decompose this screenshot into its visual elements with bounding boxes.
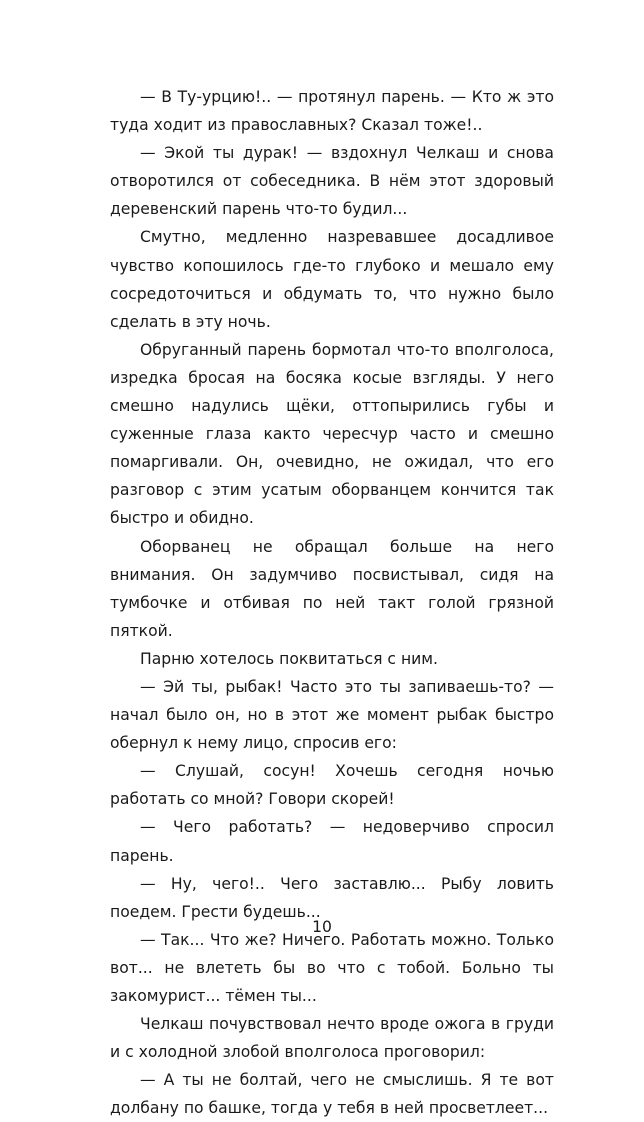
paragraph: — Так... Что же? Ничего. Работать можно. Только вот... не влететь бы во что с тобой. Больно ты закомурист... тёмен ты... <box>110 930 554 1005</box>
paragraph: — Эй ты, рыбак! Часто это ты запиваешь-то? — начал было он, но в этот же момент рыбак быстро обернул к нему лицо, спросив его: <box>110 677 554 753</box>
paragraph: — А ты не болтай, чего не смыслишь. Я те вот долбану по башке, тогда у тебя в ней просветлеет... <box>110 1071 554 1118</box>
paragraph: — Экой ты дурак! — вздохнул Челкаш и снова отворотился от собеседника. В нём этот здоровый деревенский парень что-то будил... <box>110 144 554 219</box>
paragraph: Обруганный парень бормотал что-то вполголоса, изредка бросая на босяка косые взгляды. У него смешно надулись щёки, оттопырились губы и суженные глаза както чересчур часто и смешно помаргивали. Он, очевидно, не ожидал, что его разговор с этим усатым оборванцем кончится так быстро и обидно. <box>110 340 554 528</box>
paragraph: Парню хотелось поквитаться с ним. <box>140 649 439 668</box>
paragraph: Челкаш почувствовал нечто вроде ожога в груди и с холодной злобой вполголоса проговорил: <box>110 1015 554 1062</box>
page-number: 10 <box>312 918 332 936</box>
paragraph: Оборванец не обращал больше на него внимания. Он задумчиво посвистывал, сидя на тумбочке и отбивая по ней такт голой грязной пяткой. <box>110 537 554 640</box>
paragraph: Смутно, медленно назревавшее досадливое чувство копошилось где-то глубоко и мешало ему сосредоточиться и обдумать то, что нужно было сделать в эту ночь. <box>110 228 554 331</box>
paragraph: — В Ту-урцию!.. — протянул парень. — Кто ж это туда ходит из православных? Сказал тоже!.. <box>110 88 554 135</box>
paragraph: — Чего работать? — недоверчиво спросил парень. <box>110 818 554 865</box>
paragraph: — Ну, чего!.. Чего заставлю... Рыбу ловить поедем. Грести будешь... <box>110 874 554 921</box>
body-text <box>110 83 554 1122</box>
paragraph: — Слушай, сосун! Хочешь сегодня ночью работать со мной? Говори скорей! <box>110 762 554 809</box>
